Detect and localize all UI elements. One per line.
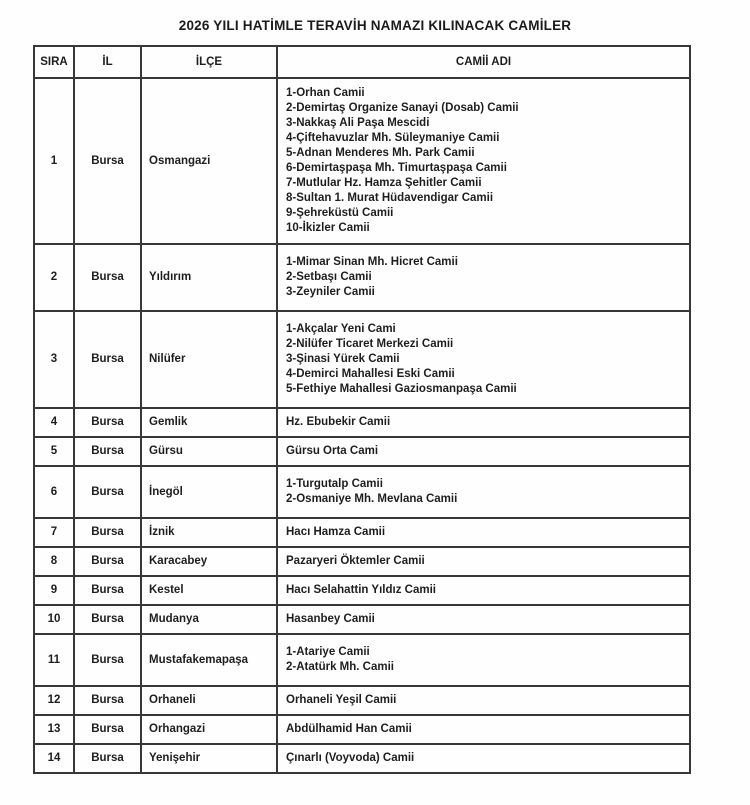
table-header bbox=[34, 46, 690, 78]
cell-sira: 1 bbox=[34, 78, 74, 244]
cell-il: Bursa bbox=[74, 408, 141, 437]
cell-il: Bursa bbox=[74, 437, 141, 466]
cell-mosque-list bbox=[277, 518, 690, 547]
cell-mosque-list bbox=[277, 78, 690, 244]
cell-mosque-list bbox=[277, 576, 690, 605]
mosque-name: 2-Demirtaş Organize Sanayi (Dosab) Camii bbox=[286, 102, 519, 114]
mosque-name: 7-Mutlular Hz. Hamza Şehitler Camii bbox=[286, 177, 482, 189]
cell-sira: 11 bbox=[34, 634, 74, 686]
cell-il: Bursa bbox=[74, 518, 141, 547]
cell-il: Bursa bbox=[74, 466, 141, 518]
mosque-name: 3-Zeyniler Camii bbox=[286, 286, 375, 298]
cell-il: Bursa bbox=[74, 311, 141, 408]
cell-ilce: Gürsu bbox=[141, 437, 277, 466]
mosque-name: Hasanbey Camii bbox=[286, 613, 375, 625]
column-header-camii-adi: CAMİİ ADI bbox=[277, 46, 690, 78]
cell-ilce: İnegöl bbox=[141, 466, 277, 518]
table-row bbox=[34, 518, 690, 547]
mosque-name: 2-Atatürk Mh. Camii bbox=[286, 661, 394, 673]
cell-ilce: Yenişehir bbox=[141, 744, 277, 773]
mosque-name: 2-Osmaniye Mh. Mevlana Camii bbox=[286, 493, 458, 505]
mosque-name: 1-Akçalar Yeni Cami bbox=[286, 323, 396, 335]
mosque-name: 8-Sultan 1. Murat Hüdavendigar Camii bbox=[286, 192, 494, 204]
cell-ilce: Nilüfer bbox=[141, 311, 277, 408]
cell-sira: 3 bbox=[34, 311, 74, 408]
mosque-name: 1-Mimar Sinan Mh. Hicret Camii bbox=[286, 256, 458, 268]
mosque-name: 1-Turgutalp Camii bbox=[286, 478, 383, 490]
mosque-name: Hz. Ebubekir Camii bbox=[286, 416, 391, 428]
cell-il: Bursa bbox=[74, 547, 141, 576]
mosque-name: Gürsu Orta Cami bbox=[286, 445, 379, 457]
page-title: 2026 YILI HATİMLE TERAVİH NAMAZI KILINACAK CAMİLER bbox=[178, 18, 572, 33]
mosque-name: 5-Fethiye Mahallesi Gaziosmanpaşa Camii bbox=[286, 383, 517, 395]
cell-mosque-list bbox=[277, 715, 690, 744]
cell-ilce: Mudanya bbox=[141, 605, 277, 634]
cell-il: Bursa bbox=[74, 78, 141, 244]
mosque-name: 5-Adnan Menderes Mh. Park Camii bbox=[286, 147, 475, 159]
table-row bbox=[34, 437, 690, 466]
cell-sira: 14 bbox=[34, 744, 74, 773]
cell-il: Bursa bbox=[74, 576, 141, 605]
table-row bbox=[34, 576, 690, 605]
mosque-name: 2-Setbaşı Camii bbox=[286, 271, 372, 283]
cell-mosque-list bbox=[277, 408, 690, 437]
cell-ilce: Mustafakemapaşa bbox=[141, 634, 277, 686]
cell-il: Bursa bbox=[74, 634, 141, 686]
table-header-row bbox=[34, 46, 690, 78]
mosque-table bbox=[33, 45, 691, 774]
cell-sira: 10 bbox=[34, 605, 74, 634]
cell-mosque-list bbox=[277, 605, 690, 634]
column-header-sira: SIRA bbox=[34, 46, 74, 78]
cell-il: Bursa bbox=[74, 244, 141, 311]
cell-il: Bursa bbox=[74, 605, 141, 634]
cell-mosque-list bbox=[277, 634, 690, 686]
cell-ilce: Gemlik bbox=[141, 408, 277, 437]
mosque-name: Orhaneli Yeşil Camii bbox=[286, 694, 397, 706]
mosque-name: 10-İkizler Camii bbox=[286, 222, 370, 234]
table-row bbox=[34, 466, 690, 518]
mosque-name: 3-Şinasi Yürek Camii bbox=[286, 353, 400, 365]
mosque-name: 2-Nilüfer Ticaret Merkezi Camii bbox=[286, 338, 454, 350]
mosque-name: Çınarlı (Voyvoda) Camii bbox=[286, 752, 415, 764]
table-row bbox=[34, 78, 690, 244]
cell-mosque-list bbox=[277, 466, 690, 518]
table-body bbox=[34, 78, 690, 773]
table-row bbox=[34, 408, 690, 437]
mosque-name: Pazaryeri Öktemler Camii bbox=[286, 555, 425, 567]
mosque-name: 1-Orhan Camii bbox=[286, 87, 365, 99]
cell-sira: 2 bbox=[34, 244, 74, 311]
cell-mosque-list bbox=[277, 311, 690, 408]
mosque-name: 3-Nakkaş Ali Paşa Mescidi bbox=[286, 117, 430, 129]
cell-ilce: Orhangazi bbox=[141, 715, 277, 744]
mosque-name: 1-Atariye Camii bbox=[286, 646, 370, 658]
cell-sira: 5 bbox=[34, 437, 74, 466]
mosque-name: 6-Demirtaşpaşa Mh. Timurtaşpaşa Camii bbox=[286, 162, 507, 174]
cell-il: Bursa bbox=[74, 744, 141, 773]
cell-sira: 4 bbox=[34, 408, 74, 437]
table-row bbox=[34, 715, 690, 744]
cell-ilce: Osmangazi bbox=[141, 78, 277, 244]
cell-ilce: Yıldırım bbox=[141, 244, 277, 311]
table-row bbox=[34, 311, 690, 408]
table-row bbox=[34, 605, 690, 634]
cell-sira: 12 bbox=[34, 686, 74, 715]
mosque-name: Hacı Hamza Camii bbox=[286, 526, 386, 538]
cell-il: Bursa bbox=[74, 715, 141, 744]
mosque-name: 9-Şehreküstü Camii bbox=[286, 207, 394, 219]
cell-mosque-list bbox=[277, 547, 690, 576]
cell-mosque-list bbox=[277, 686, 690, 715]
cell-ilce: Kestel bbox=[141, 576, 277, 605]
column-header-il: İL bbox=[74, 46, 141, 78]
table-row bbox=[34, 634, 690, 686]
cell-mosque-list bbox=[277, 437, 690, 466]
mosque-name: Hacı Selahattin Yıldız Camii bbox=[286, 584, 436, 596]
cell-ilce: Karacabey bbox=[141, 547, 277, 576]
cell-sira: 7 bbox=[34, 518, 74, 547]
table-row bbox=[34, 744, 690, 773]
cell-sira: 9 bbox=[34, 576, 74, 605]
table-row bbox=[34, 244, 690, 311]
mosque-name: Abdülhamid Han Camii bbox=[286, 723, 412, 735]
cell-mosque-list bbox=[277, 244, 690, 311]
cell-sira: 8 bbox=[34, 547, 74, 576]
table-row bbox=[34, 686, 690, 715]
column-header-ilce: İLÇE bbox=[141, 46, 277, 78]
cell-mosque-list bbox=[277, 744, 690, 773]
mosque-name: 4-Çiftehavuzlar Mh. Süleymaniye Camii bbox=[286, 132, 500, 144]
cell-sira: 13 bbox=[34, 715, 74, 744]
cell-il: Bursa bbox=[74, 686, 141, 715]
cell-sira: 6 bbox=[34, 466, 74, 518]
cell-ilce: Orhaneli bbox=[141, 686, 277, 715]
mosque-name: 4-Demirci Mahallesi Eski Camii bbox=[286, 368, 455, 380]
table-row bbox=[34, 547, 690, 576]
cell-ilce: İznik bbox=[141, 518, 277, 547]
